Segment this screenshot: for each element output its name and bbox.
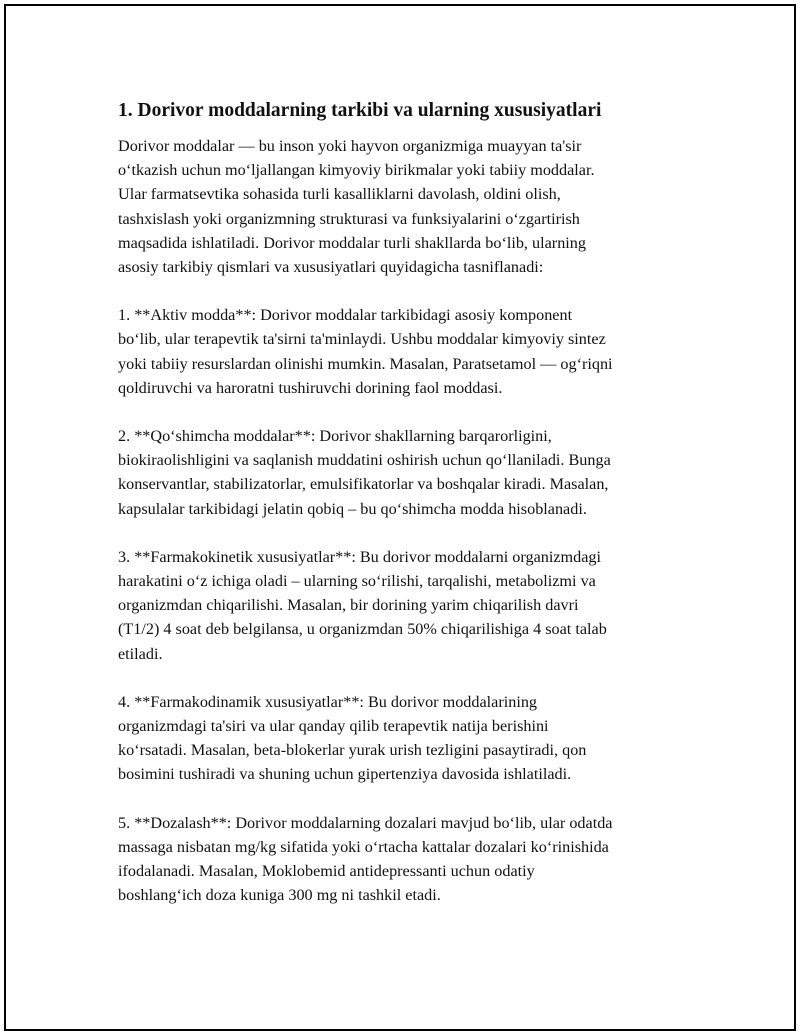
paragraph-line: ifodalanadi. Masalan, Moklobemid antidepressanti uchun odatiy <box>118 862 535 881</box>
paragraph-line: maqsadida ishlatiladi. Dorivor moddalar turli shakllarda bo‘lib, ularning <box>118 233 586 252</box>
section-heading: 1. Dorivor moddalarning tarkibi va ularning xususiyatlari <box>118 100 602 121</box>
paragraph-line: organizmdagi ta'siri va ular qanday qilib terapevtik natija berishini <box>118 717 549 736</box>
paragraph-line: etiladi. <box>118 644 163 663</box>
paragraph-line: tashxislash yoki organizmning strukturasi va funksiyalarini o‘zgartirish <box>118 209 580 228</box>
paragraph-line: massaga nisbatan mg/kg sifatida yoki o‘rtacha kattalar dozalari ko‘rinishida <box>118 837 609 856</box>
paragraph-line: bosimini tushiradi va shuning uchun gipertenziya davosida ishlatiladi. <box>118 765 572 784</box>
paragraph-line: boshlang‘ich doza kuniga 300 mg ni tashkil etadi. <box>118 886 441 905</box>
paragraph-line: bo‘lib, ular terapevtik ta'sirni ta'minlaydi. Ushbu moddalar kimyoviy sintez <box>118 330 606 349</box>
paragraph-line: o‘tkazish uchun mo‘ljallangan kimyoviy birikmalar yoki tabiiy moddalar. <box>118 161 595 180</box>
intro-paragraph <box>118 134 698 279</box>
paragraph-line: 3. **Farmakokinetik xususiyatlar**: Bu dorivor moddalarni organizmdagi <box>118 547 601 566</box>
paragraph-line: ko‘rsatadi. Masalan, beta-blokerlar yurak urish tezligini pasaytiradi, qon <box>118 741 587 760</box>
list-item-qoshimcha-moddalar <box>118 424 698 521</box>
list-item-aktiv-modda <box>118 303 698 400</box>
paragraph-line: 2. **Qo‘shimcha moddalar**: Dorivor shakllarning barqarorligini, <box>118 427 552 446</box>
page-frame <box>4 4 796 1031</box>
paragraph-line: 5. **Dozalash**: Dorivor moddalarning dozalari mavjud bo‘lib, ular odatda <box>118 813 613 832</box>
paragraph-line: asosiy tarkibiy qismlari va xususiyatlari quyidagicha tasniflanadi: <box>118 258 544 277</box>
paragraph-line: kapsulalar tarkibidagi jelatin qobiq – bu qo‘shimcha modda hisoblanadi. <box>118 499 587 518</box>
paragraph-line: biokiraolishligini va saqlanish muddatini oshirish uchun qo‘llaniladi. Bunga <box>118 451 611 470</box>
document-body <box>118 98 698 931</box>
list-item-farmakokinetik <box>118 545 698 666</box>
paragraph-line: qoldiruvchi va haroratni tushiruvchi dorining faol moddasi. <box>118 378 503 397</box>
paragraph-line: konservantlar, stabilizatorlar, emulsifikatorlar va boshqalar kiradi. Masalan, <box>118 475 609 494</box>
list-item-farmakodinamik <box>118 690 698 787</box>
paragraph-line: Ular farmatsevtika sohasida turli kasalliklarni davolash, oldini olish, <box>118 185 561 204</box>
paragraph-line: 1. **Aktiv modda**: Dorivor moddalar tarkibidagi asosiy komponent <box>118 306 573 325</box>
paragraph-line: yoki tabiiy resurslardan olinishi mumkin. Masalan, Paratsetamol — og‘riqni <box>118 354 613 373</box>
paragraph-line: harakatini o‘z ichiga oladi – ularning so‘rilishi, tarqalishi, metabolizmi va <box>118 572 596 591</box>
paragraph-line: organizmdan chiqarilishi. Masalan, bir dorining yarim chiqarilish davri <box>118 596 579 615</box>
list-item-dozalash <box>118 811 698 908</box>
paragraph-line: (T1/2) 4 soat deb belgilansa, u organizmdan 50% chiqarilishiga 4 soat talab <box>118 620 607 639</box>
paragraph-line: Dorivor moddalar — bu inson yoki hayvon organizmiga muayyan ta'sir <box>118 137 582 155</box>
paragraph-line: 4. **Farmakodinamik xususiyatlar**: Bu dorivor moddalarining <box>118 692 538 711</box>
